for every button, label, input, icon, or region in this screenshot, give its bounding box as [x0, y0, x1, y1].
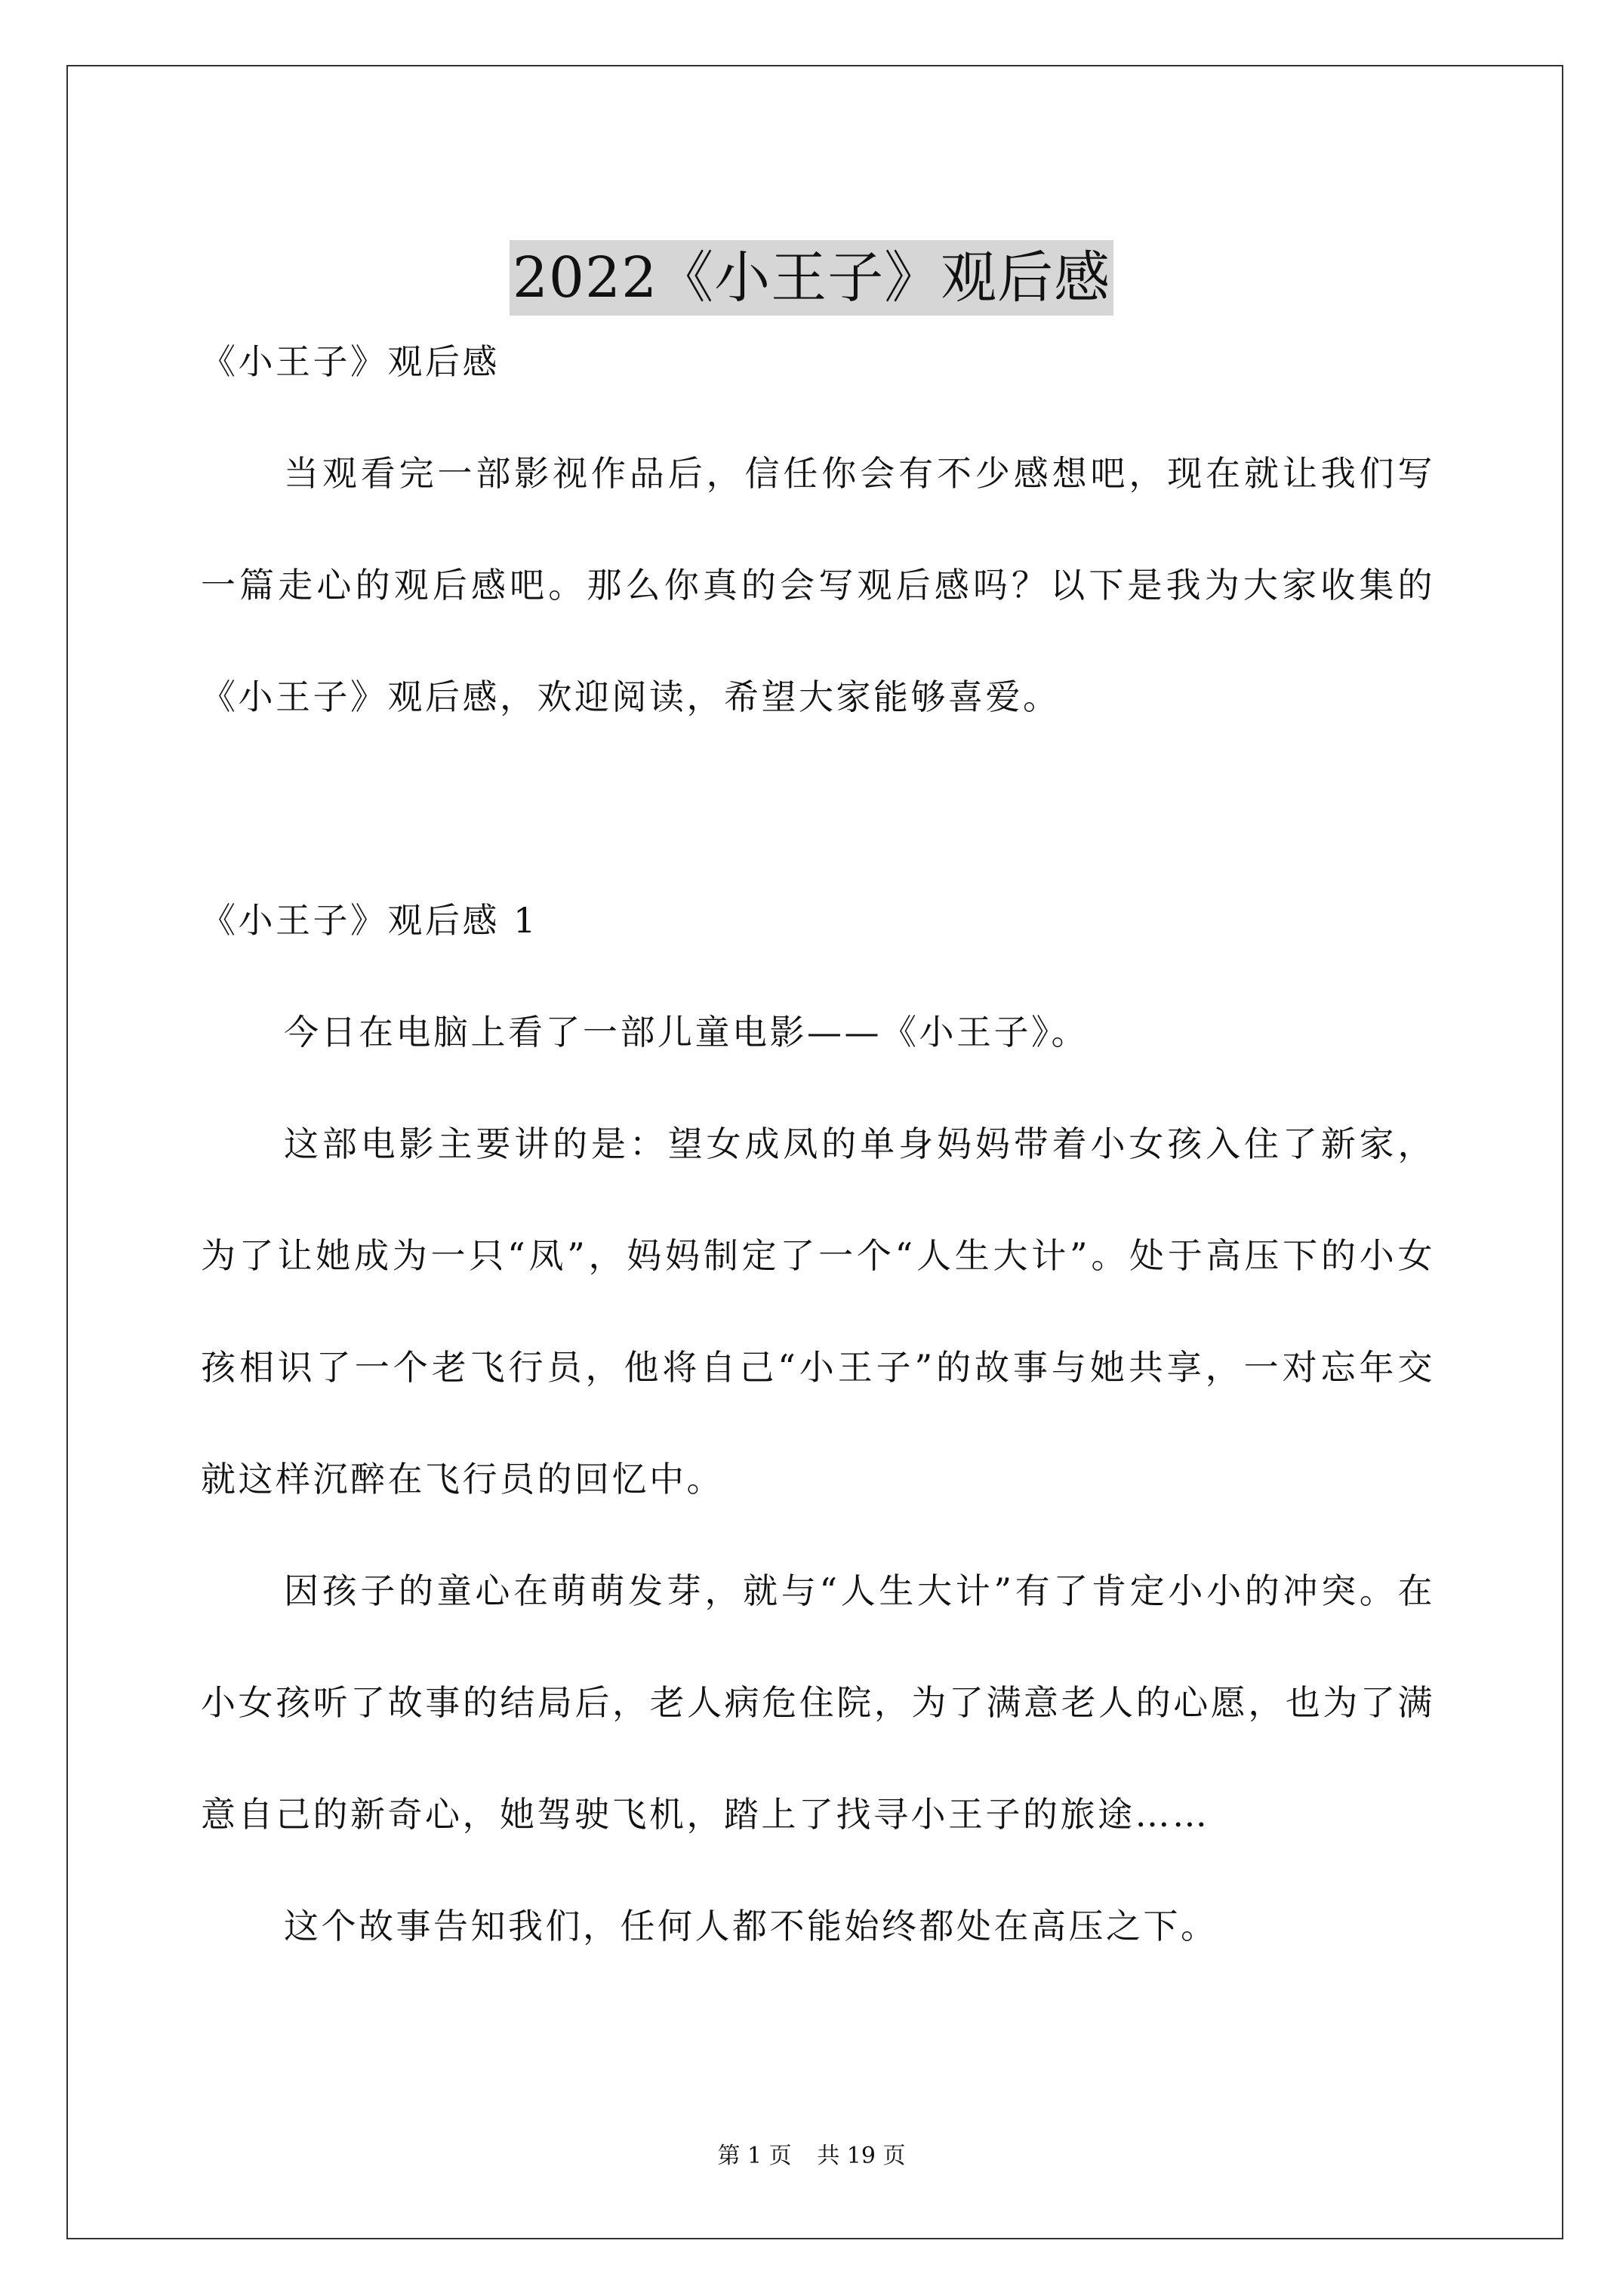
section-heading: 《小王子》观后感	[201, 341, 500, 382]
page-number: 第 1 页	[717, 2143, 792, 2169]
body-paragraph: 这个故事告知我们，任何人都不能始终都处在高压之下。	[284, 1906, 1218, 1946]
section-heading: 《小王子》观后感 1	[201, 900, 538, 941]
body-paragraph: 因孩子的童心在萌萌发芽，就与“人生大计”有了肯定小小的冲突。在小女孩听了故事的结局后，老人病危住院，为了满意老人的心愿，也为了满意自己的新奇心，她驾驶飞机，踏上了找寻小王子的旅途……	[201, 1570, 1435, 1835]
document-body	[201, 306, 1435, 1982]
body-paragraph: 这部电影主要讲的是：望女成凤的单身妈妈带着小女孩入住了新家，为了让她成为一只“凤”，妈妈制定了一个“人生大计”。处于高压下的小女孩相识了一个老飞行员，他将自己“小王子”的故事与她共享，一对忘年交就这样沉醉在飞行员的回忆中。	[201, 1123, 1435, 1499]
page-footer	[0, 2137, 1623, 2170]
document-title: 2022《小王子》观后感	[510, 240, 1113, 316]
page-total: 共 19 页	[817, 2143, 906, 2169]
intro-paragraph: 当观看完一部影视作品后，信任你会有不少感想吧，现在就让我们写一篇走心的观后感吧。那么你真的会写观后感吗？以下是我为大家收集的《小王子》观后感，欢迎阅读，希望大家能够喜爱。	[201, 453, 1435, 717]
body-paragraph: 今日在电脑上看了一部儿童电影——《小王子》。	[284, 1012, 1089, 1052]
paragraph-gap	[201, 753, 1435, 864]
